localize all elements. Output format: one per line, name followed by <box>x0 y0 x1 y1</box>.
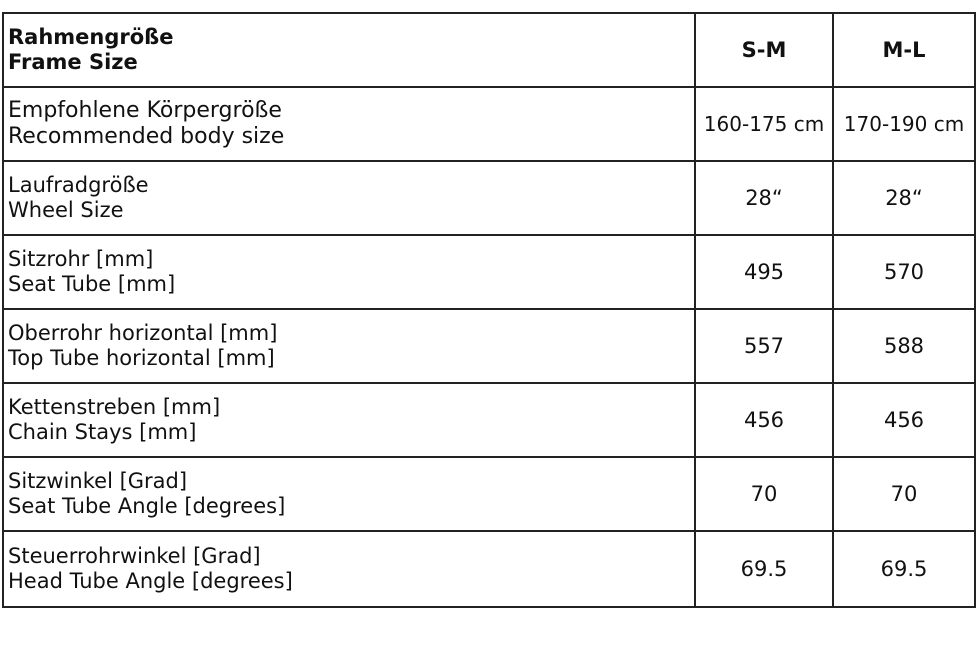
value-s-m: 70 <box>696 458 834 530</box>
row-label-en: Top Tube horizontal [mm] <box>8 346 275 370</box>
header-label-cell <box>4 14 696 86</box>
row-label-cell <box>4 384 696 456</box>
value-s-m: 69.5 <box>696 532 834 606</box>
value-m-l: 69.5 <box>834 532 976 606</box>
table-row <box>4 310 976 384</box>
row-label-en: Seat Tube Angle [degrees] <box>8 494 286 518</box>
value-m-l: 28“ <box>834 162 976 234</box>
row-label-cell <box>4 162 696 234</box>
row-label-en: Recommended body size <box>8 124 285 149</box>
row-label-de: Steuerrohrwinkel [Grad] <box>8 544 261 568</box>
value-m-l: 570 <box>834 236 976 308</box>
row-label-de: Kettenstreben [mm] <box>8 395 221 419</box>
value-m-l: 170-190 cm <box>834 88 976 160</box>
row-label-cell <box>4 236 696 308</box>
value-s-m: 28“ <box>696 162 834 234</box>
row-label-de: Sitzrohr [mm] <box>8 247 154 271</box>
row-label-cell <box>4 458 696 530</box>
value-s-m: 495 <box>696 236 834 308</box>
row-label-en: Wheel Size <box>8 198 124 222</box>
header-label-en: Frame Size <box>8 50 138 74</box>
header-label-de: Rahmengröße <box>8 25 174 49</box>
frame-geometry-table <box>2 12 976 608</box>
row-label-cell <box>4 88 696 160</box>
header-size-m-l: M-L <box>834 14 976 86</box>
row-label-en: Head Tube Angle [degrees] <box>8 569 293 593</box>
table-row <box>4 458 976 532</box>
row-label-cell <box>4 310 696 382</box>
table-row <box>4 384 976 458</box>
table-row <box>4 236 976 310</box>
row-label-en: Chain Stays [mm] <box>8 420 197 444</box>
table-row <box>4 532 976 608</box>
value-s-m: 160-175 cm <box>696 88 834 160</box>
value-s-m: 456 <box>696 384 834 456</box>
header-size-s-m: S-M <box>696 14 834 86</box>
row-label-de: Laufradgröße <box>8 173 149 197</box>
value-m-l: 70 <box>834 458 976 530</box>
row-label-de: Empfohlene Körpergröße <box>8 98 282 123</box>
table-row <box>4 88 976 162</box>
table-row <box>4 162 976 236</box>
row-label-en: Seat Tube [mm] <box>8 272 176 296</box>
value-s-m: 557 <box>696 310 834 382</box>
row-label-de: Sitzwinkel [Grad] <box>8 469 188 493</box>
row-label-cell <box>4 532 696 606</box>
value-m-l: 588 <box>834 310 976 382</box>
row-label-de: Oberrohr horizontal [mm] <box>8 321 278 345</box>
value-m-l: 456 <box>834 384 976 456</box>
table-header-row <box>4 14 976 88</box>
